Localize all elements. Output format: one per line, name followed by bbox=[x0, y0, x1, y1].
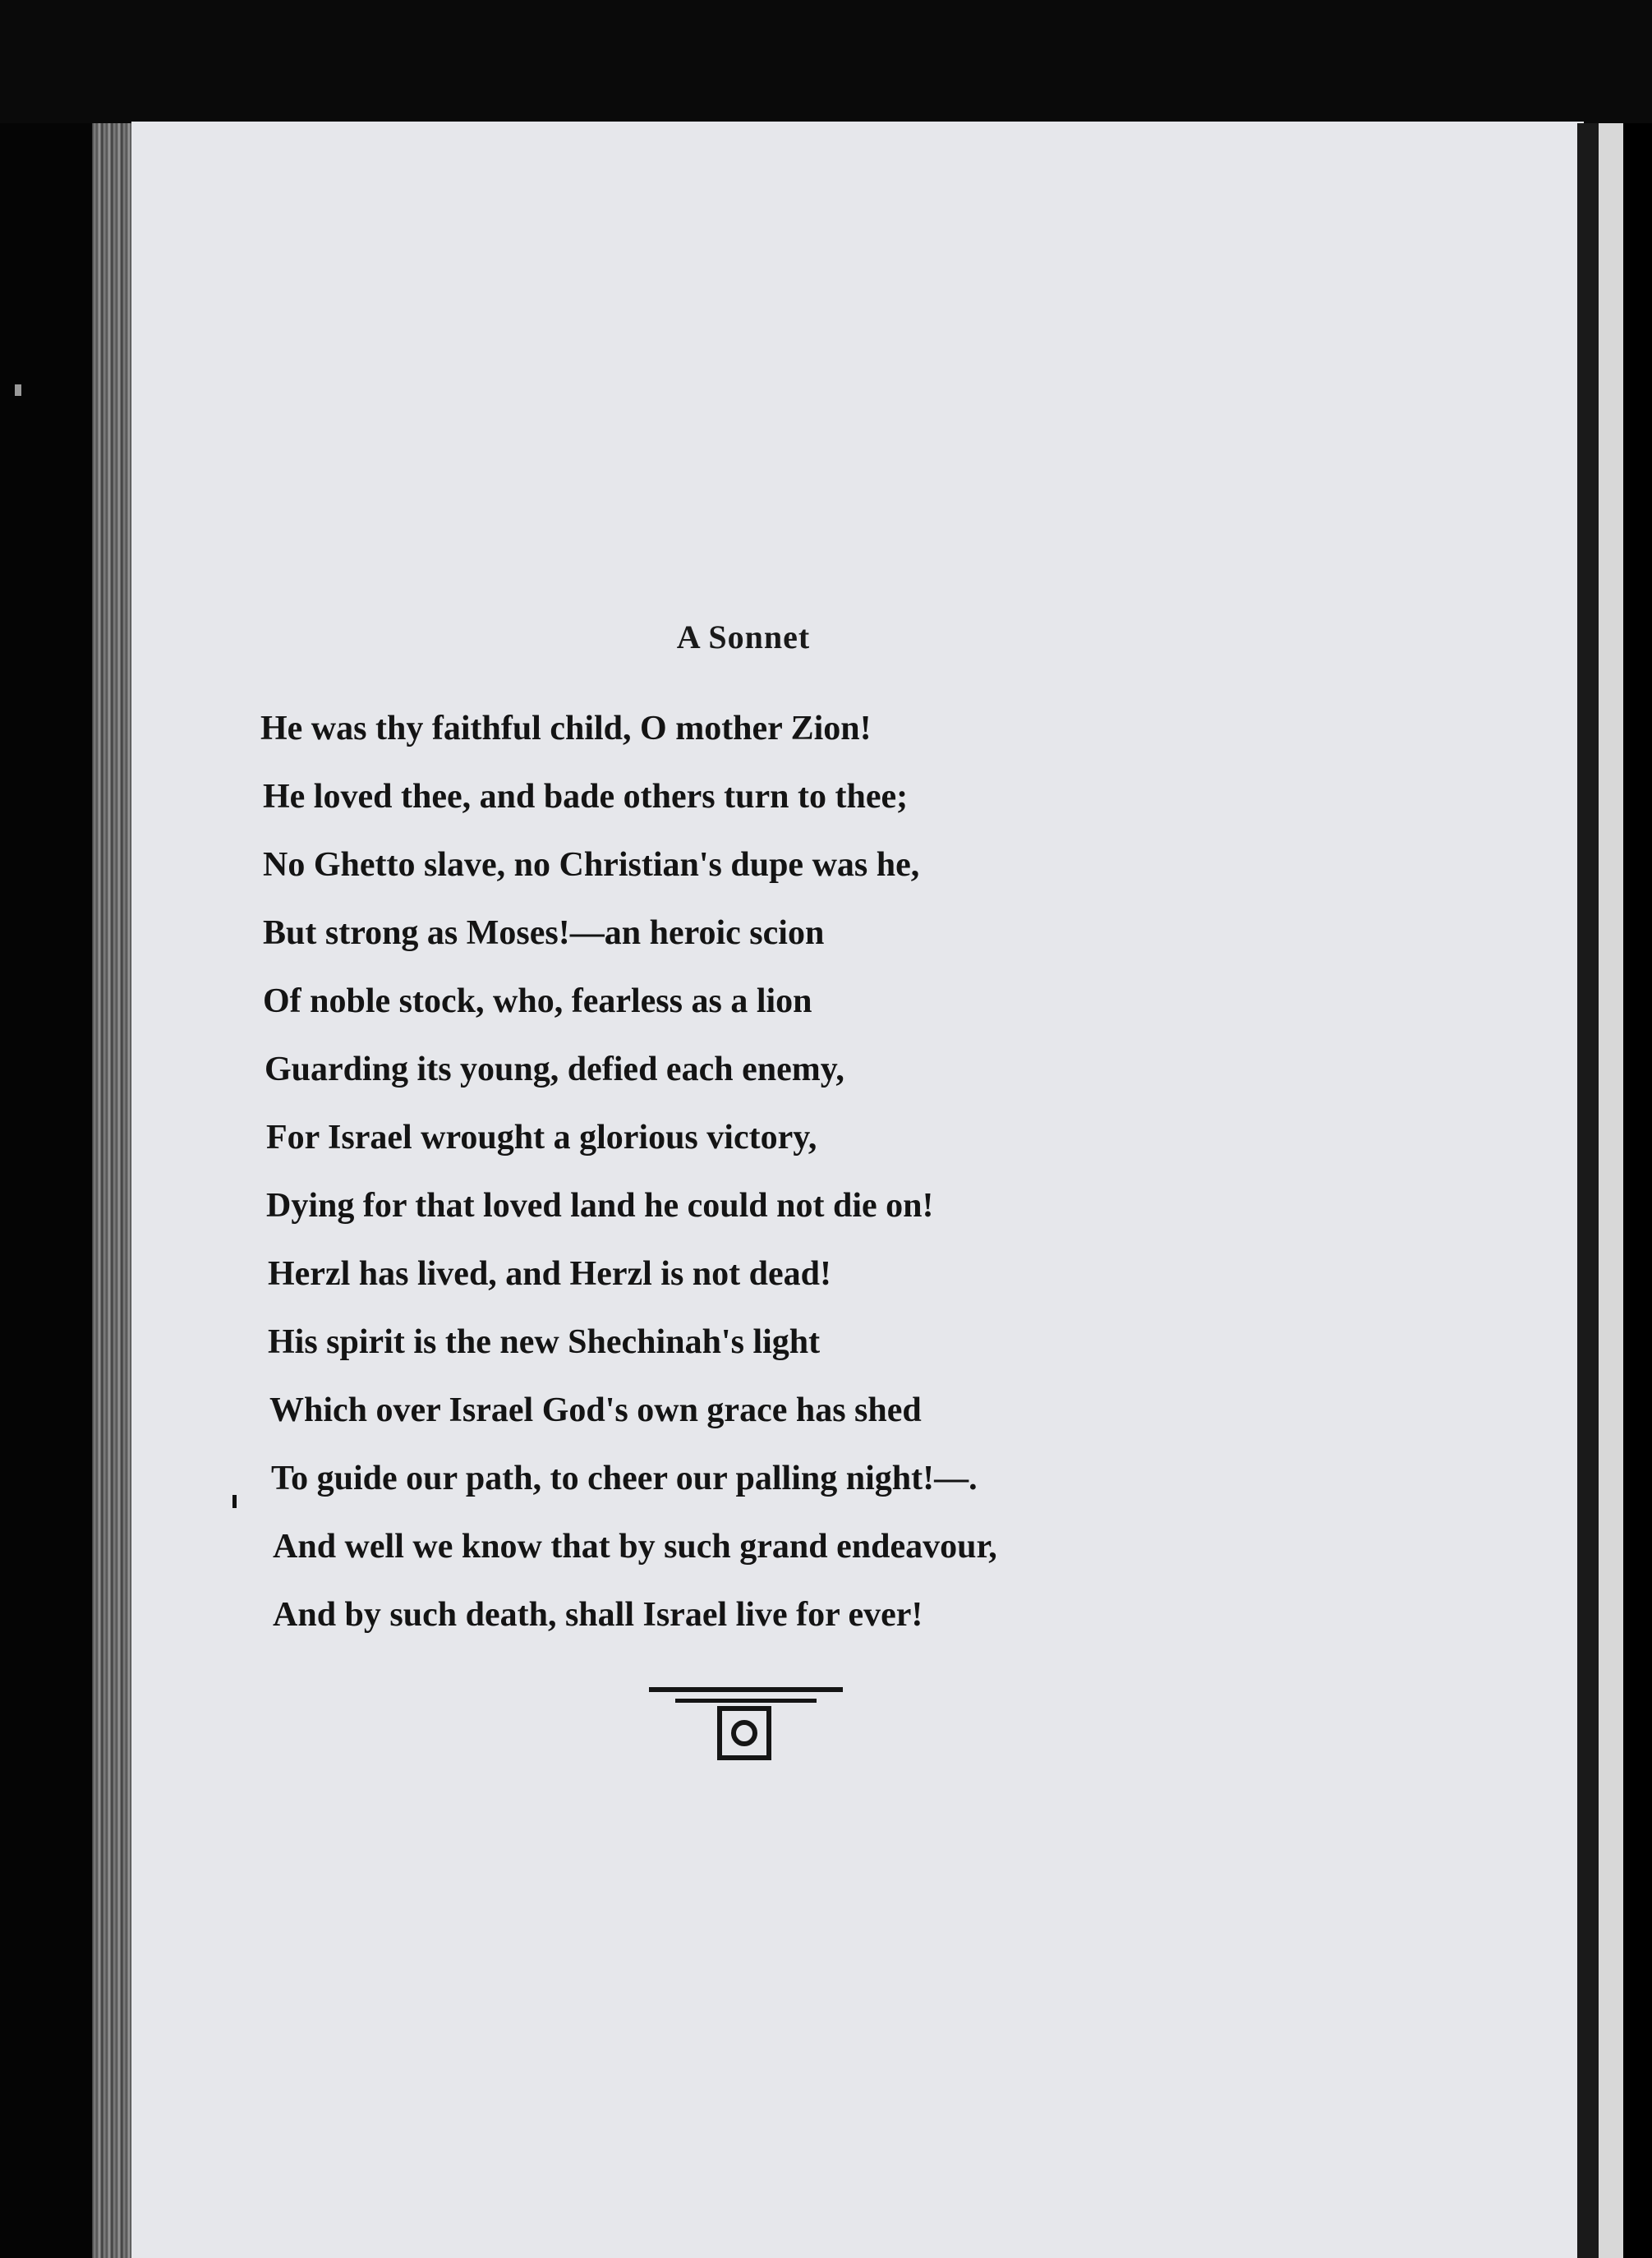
poem-line: To guide our path, to cheer our palling night!—. bbox=[271, 1460, 978, 1497]
poem-line: Which over Israel God's own grace has shed bbox=[269, 1391, 922, 1429]
poem-line: Herzl has lived, and Herzl is not dead! bbox=[268, 1255, 831, 1293]
poem-line: Of noble stock, who, fearless as a lion bbox=[263, 982, 812, 1020]
scan-right-border bbox=[1623, 123, 1652, 2258]
scan-speck bbox=[15, 384, 21, 396]
poem-line: And by such death, shall Israel live for ever! bbox=[273, 1596, 923, 1634]
poem-line: For Israel wrought a glorious victory, bbox=[266, 1119, 817, 1157]
poem-line: He loved thee, and bade others turn to thee; bbox=[263, 778, 909, 816]
poem-line: No Ghetto slave, no Christian's dupe was he, bbox=[263, 846, 920, 884]
poem-line: Guarding its young, defied each enemy, bbox=[265, 1051, 844, 1088]
scan-top-border bbox=[0, 0, 1652, 123]
poem-title: A Sonnet bbox=[676, 619, 811, 655]
poem-line: But strong as Moses!—an heroic scion bbox=[263, 914, 825, 952]
stray-ink-mark bbox=[232, 1495, 237, 1508]
poem-line: His spirit is the new Shechinah's light bbox=[268, 1323, 821, 1361]
poem-body bbox=[260, 695, 1249, 1649]
page-right-shadow bbox=[1577, 123, 1599, 2258]
ornament-icon bbox=[649, 1684, 843, 1766]
page-right-margin bbox=[1599, 123, 1623, 2258]
poem-line: He was thy faithful child, O mother Zion! bbox=[260, 710, 872, 747]
poem-line: And well we know that by such grand endeavour, bbox=[273, 1528, 997, 1566]
poem-line: Dying for that loved land he could not die on! bbox=[266, 1187, 934, 1225]
